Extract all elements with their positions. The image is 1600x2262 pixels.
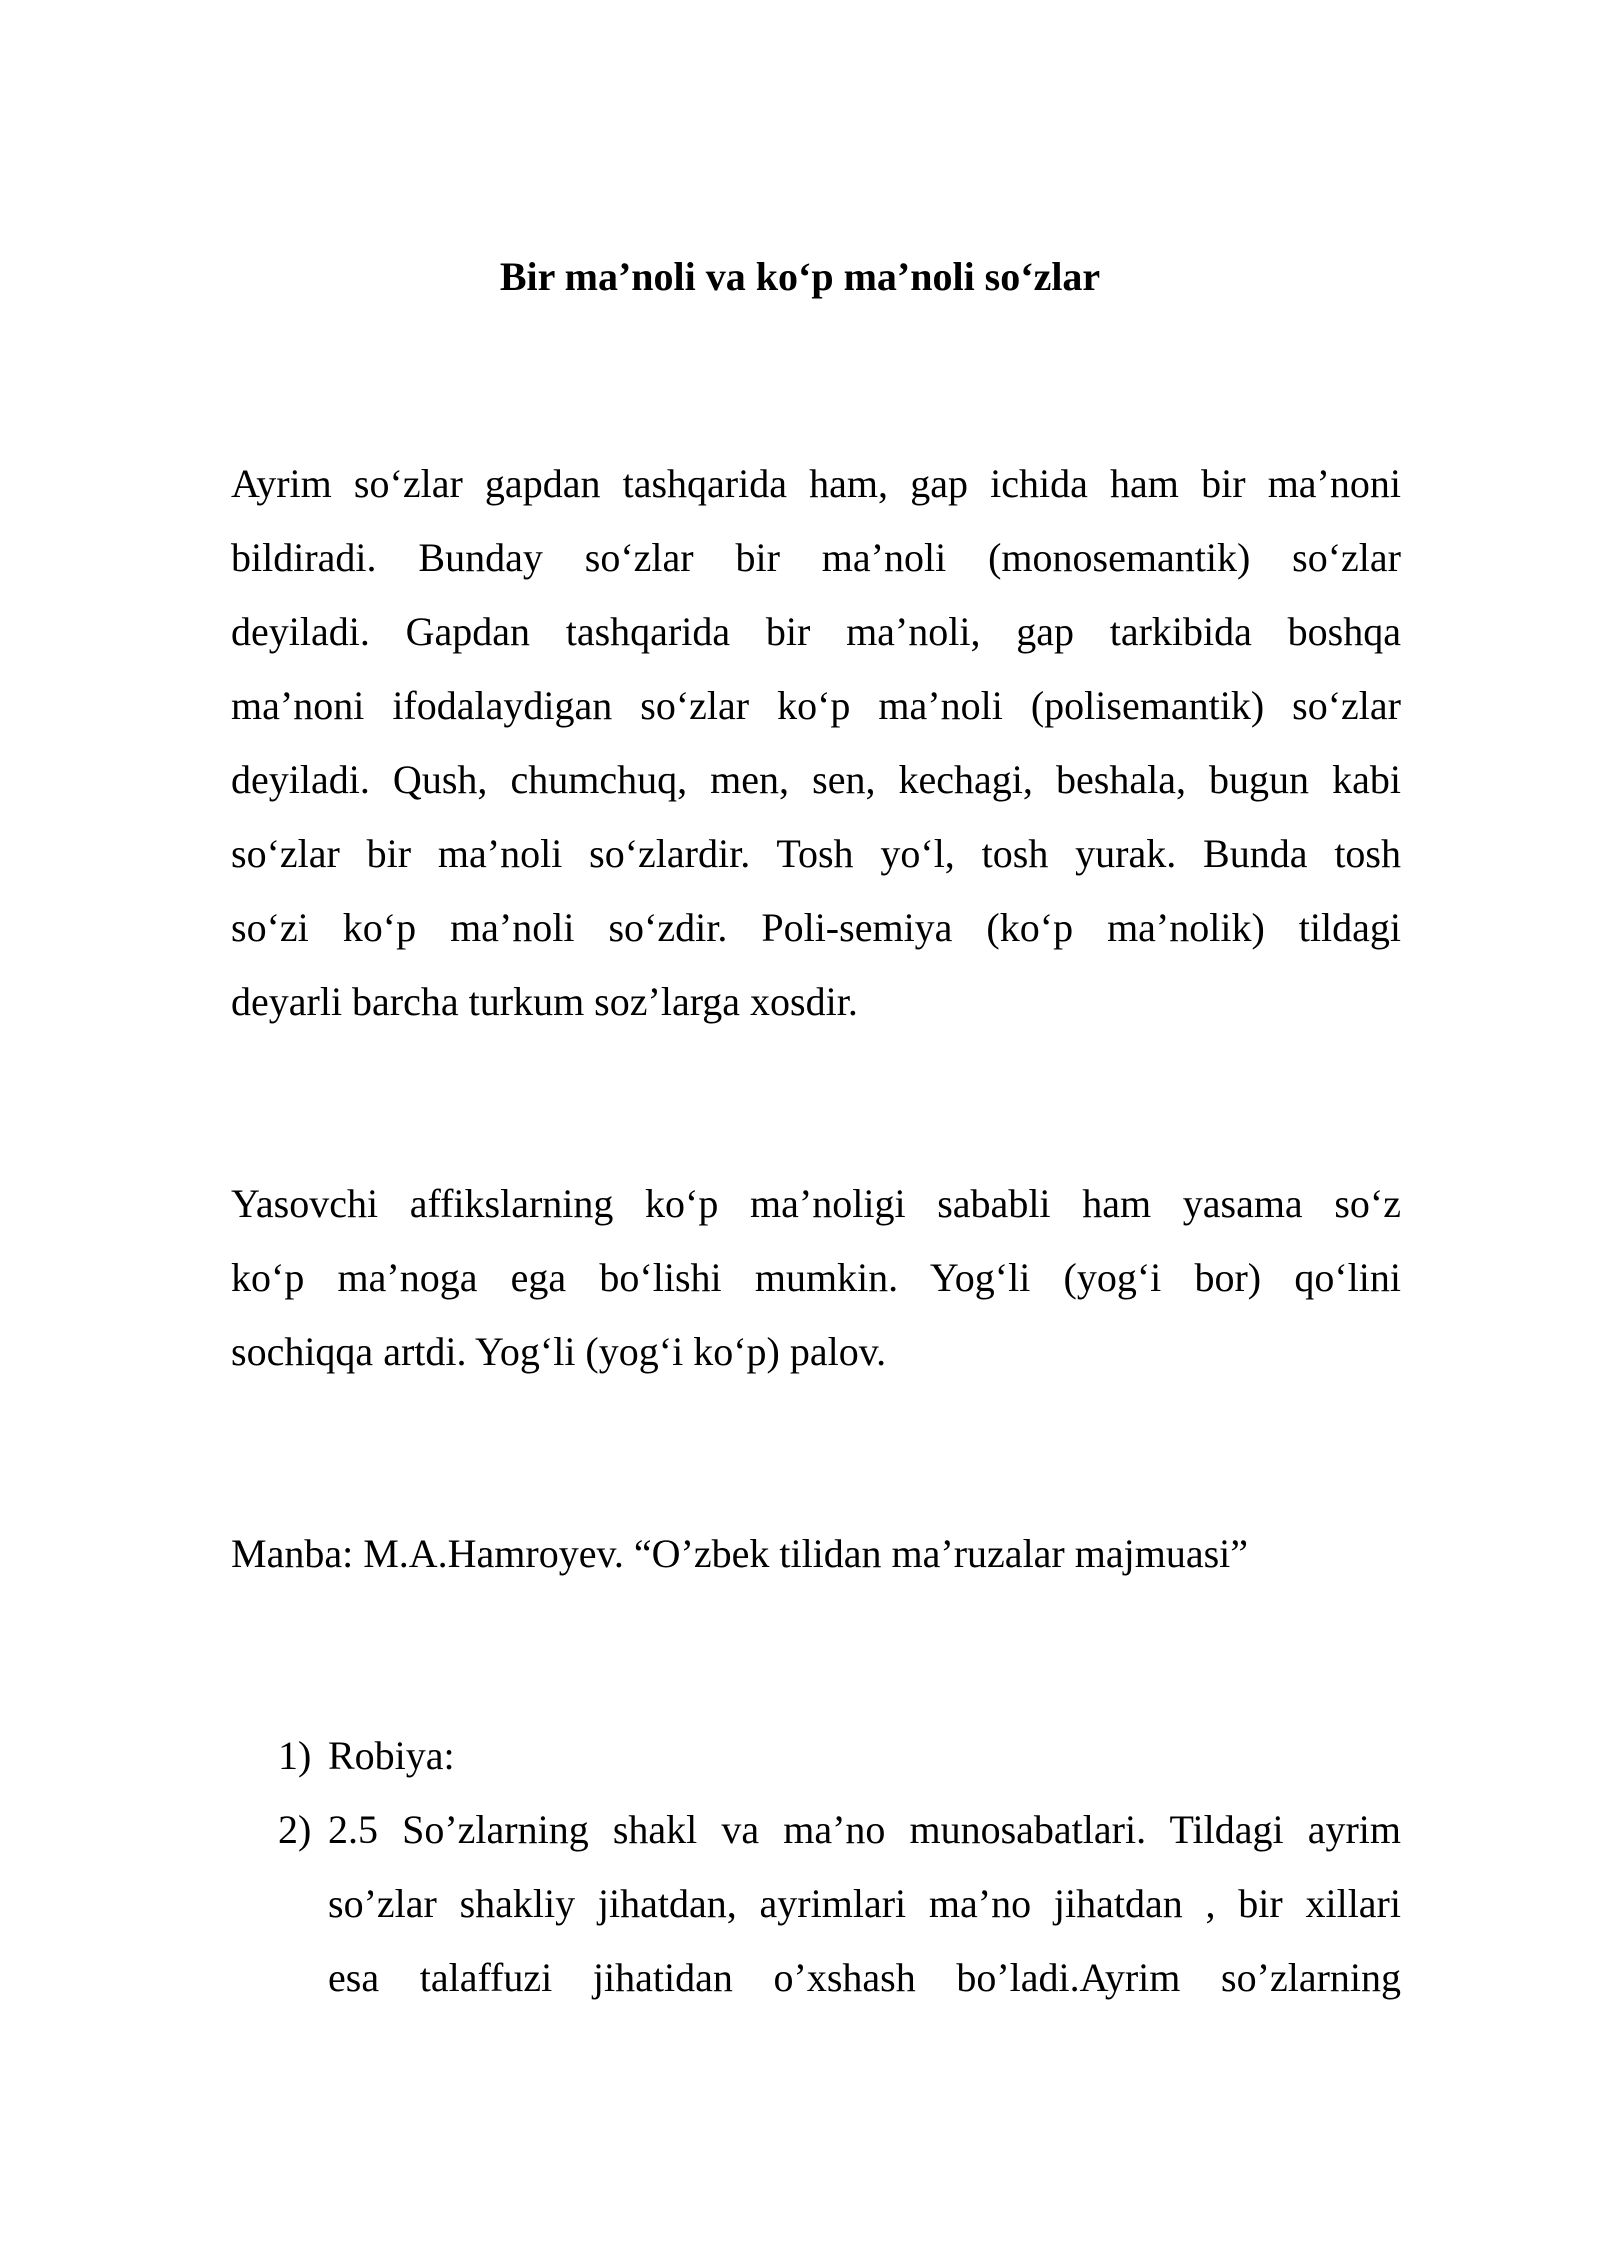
- paragraph-line: bildiradi. Bunday so‘zlar bir ma’noli (monosemantik) so‘zlar: [231, 535, 1401, 580]
- list-item-text: Robiya:: [328, 1733, 455, 1778]
- list-item-line: esa talaffuzi jihatidan o’xshash bo’ladi.Ayrim so’zlarning: [328, 1955, 1401, 2000]
- paragraph-line: sochiqqa artdi. Yog‘li (yog‘i ko‘p) palov.: [231, 1329, 887, 1374]
- paragraph-line: Ayrim so‘zlar gapdan tashqarida ham, gap ichida ham bir ma’noni: [231, 461, 1401, 506]
- paragraph-line: Yasovchi affikslarning ko‘p ma’noligi sababli ham yasama so‘z: [231, 1181, 1401, 1226]
- source-citation: Manba: M.A.Hamroyev. “O’zbek tilidan ma’ruzalar majmuasi”: [231, 1531, 1249, 1576]
- paragraph-line: deyiladi. Qush, chumchuq, men, sen, kechagi, beshala, bugun kabi: [231, 757, 1401, 802]
- paragraph-line: deyiladi. Gapdan tashqarida bir ma’noli, gap tarkibida boshqa: [231, 609, 1401, 654]
- paragraph-line: ma’noni ifodalaydigan so‘zlar ko‘p ma’noli (polisemantik) so‘zlar: [231, 683, 1401, 728]
- list-number: 1): [278, 1733, 312, 1778]
- paragraph-line: deyarli barcha turkum soz’larga xosdir.: [231, 979, 858, 1024]
- list-item-line: so’zlar shakliy jihatdan, ayrimlari ma’no jihatdan , bir xillari: [328, 1881, 1401, 1926]
- paragraph-line: so‘zlar bir ma’noli so‘zlardir. Tosh yo‘l, tosh yurak. Bunda tosh: [231, 831, 1401, 876]
- paragraph-line: so‘zi ko‘p ma’noli so‘zdir. Poli-semiya (ko‘p ma’nolik) tildagi: [231, 905, 1401, 950]
- paragraph-line: ko‘p ma’noga ega bo‘lishi mumkin. Yog‘li (yog‘i bor) qo‘lini: [231, 1255, 1401, 1300]
- list-item-line: 2.5 So’zlarning shakl va ma’no munosabatlari. Tildagi ayrim: [328, 1807, 1401, 1852]
- document-title: Bir ma’noli va ko‘p ma’noli so‘zlar: [499, 254, 1101, 299]
- list-number: 2): [278, 1807, 312, 1852]
